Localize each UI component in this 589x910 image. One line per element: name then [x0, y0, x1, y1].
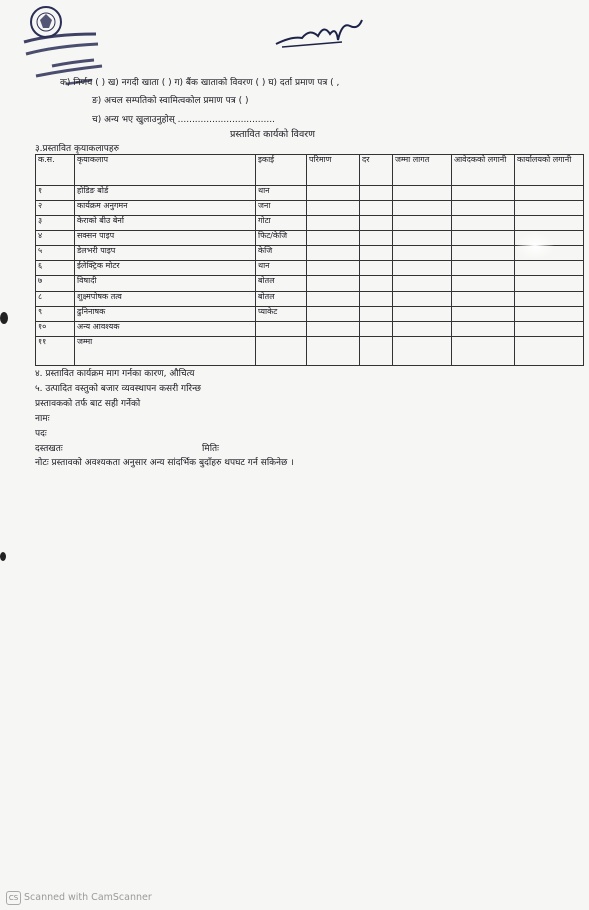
cell-activity: जम्मा: [75, 336, 256, 365]
table-row: [36, 276, 584, 291]
cell-unit: प्याकेट: [256, 306, 307, 321]
column-header-rate: दर: [360, 155, 393, 186]
column-header-unit: इकाई: [256, 155, 307, 186]
cell-sn: १: [36, 186, 75, 201]
cell-unit: थान: [256, 186, 307, 201]
cell-office-investment: [515, 186, 584, 201]
column-header-total-cost: जम्मा लागत: [393, 155, 452, 186]
cell-activity: ईलेक्ट्रिक मोटर: [75, 261, 256, 276]
column-header-quantity: परिमाण: [307, 155, 360, 186]
cell-activity: विषादी: [75, 276, 256, 291]
cell-office-investment: [515, 276, 584, 291]
cell-office-investment: [515, 336, 584, 365]
cell-office-investment: [515, 291, 584, 306]
cell-applicant-investment: [452, 201, 515, 216]
cell-quantity: [307, 336, 360, 365]
cell-unit: थान: [256, 261, 307, 276]
table-row: [36, 291, 584, 306]
cell-rate: [360, 231, 393, 246]
cell-activity: होडिङ बोर्ड: [75, 186, 256, 201]
cell-activity: शुक्ष्मपोषक तत्व: [75, 291, 256, 306]
cell-total-cost: [393, 231, 452, 246]
cell-sn: ६: [36, 261, 75, 276]
cell-activity: डेलभरी पाइप: [75, 246, 256, 261]
cell-total-cost: [393, 201, 452, 216]
cell-unit: फिट/केजि: [256, 231, 307, 246]
note-line: नोटः प्रस्तावको अवश्यकता अनुसार अन्य सांदर्भिक बुदाँहरु थपघट गर्न सकिनेछ ।: [35, 458, 294, 468]
table-row: [36, 261, 584, 276]
cell-rate: [360, 246, 393, 261]
document-options-line-2: ङ) अचल सम्पतिको स्वामित्वकोल प्रमाण पत्र ( ): [92, 96, 249, 106]
cell-applicant-investment: [452, 246, 515, 261]
signer-label: प्रस्तावकको तर्फ बाट सही गर्नेको: [35, 399, 141, 409]
cell-sn: १०: [36, 321, 75, 336]
table-row: [36, 246, 584, 261]
cell-applicant-investment: [452, 336, 515, 365]
cell-office-investment: [515, 306, 584, 321]
cell-rate: [360, 201, 393, 216]
reason-line: ४. प्रस्तावित कार्यक्रम माग गर्नका कारण, औचित्य: [35, 369, 195, 379]
cell-total-cost: [393, 246, 452, 261]
document-options-line-1: क) निर्णय ( ) ख) नगदी खाता ( ) ग) बैंक खाताको विवरण ( ) घ) दर्ता प्रमाण पत्र ( ,: [60, 78, 340, 88]
cell-sn: ९: [36, 306, 75, 321]
cell-total-cost: [393, 276, 452, 291]
document-options-line-3: च) अन्य भए खुलाउनुहोस् ..................................: [92, 115, 275, 125]
cell-unit: [256, 336, 307, 365]
table-row: [36, 231, 584, 246]
cell-total-cost: [393, 186, 452, 201]
table-row: [36, 201, 584, 216]
cell-activity: कार्यक्रम अनुगमन: [75, 201, 256, 216]
section-title: प्रस्तावित कार्यको विवरण: [230, 129, 315, 140]
cell-total-cost: [393, 261, 452, 276]
cell-activity: अन्य आवश्यक: [75, 321, 256, 336]
post-label: पदः: [35, 429, 47, 439]
cell-unit: [256, 321, 307, 336]
cell-unit: गोटा: [256, 216, 307, 231]
cell-office-investment: [515, 216, 584, 231]
cell-quantity: [307, 321, 360, 336]
cell-activity: केराको बीउ बेर्ना: [75, 216, 256, 231]
cell-applicant-investment: [452, 231, 515, 246]
cell-sn: ४: [36, 231, 75, 246]
table-row: [36, 321, 584, 336]
column-header-office-investment: कार्यालयको लगानी: [515, 155, 584, 186]
cell-quantity: [307, 261, 360, 276]
table-row: [36, 216, 584, 231]
table-row: [36, 336, 584, 365]
column-header-applicant-investment: आवेदकको लगानी: [452, 155, 515, 186]
table-header-row: [36, 155, 584, 186]
handwritten-signature: [272, 14, 367, 54]
cell-sn: ११: [36, 336, 75, 365]
watermark-text: Scanned with CamScanner: [24, 892, 152, 903]
cell-quantity: [307, 306, 360, 321]
name-label: नामः: [35, 414, 50, 424]
cell-sn: २: [36, 201, 75, 216]
cell-rate: [360, 321, 393, 336]
table-row: [36, 186, 584, 201]
cell-rate: [360, 276, 393, 291]
scan-glare: [515, 232, 555, 260]
cell-unit: बोतल: [256, 276, 307, 291]
cell-applicant-investment: [452, 261, 515, 276]
cell-activity: सक्सन पाइप: [75, 231, 256, 246]
cell-rate: [360, 216, 393, 231]
cell-total-cost: [393, 291, 452, 306]
column-header-activity: कृयाकलाप: [75, 155, 256, 186]
market-management-line: ५. उत्पादित वस्तुको बजार व्यवस्थापन कसरी गरिन्छ: [35, 384, 201, 394]
cell-unit: जना: [256, 201, 307, 216]
cell-office-investment: [515, 261, 584, 276]
date-label: मितिः: [202, 444, 219, 454]
activities-table: [35, 154, 584, 366]
cell-sn: ८: [36, 291, 75, 306]
cell-rate: [360, 186, 393, 201]
cell-applicant-investment: [452, 291, 515, 306]
cell-quantity: [307, 216, 360, 231]
cell-quantity: [307, 276, 360, 291]
cell-office-investment: [515, 321, 584, 336]
cell-sn: ७: [36, 276, 75, 291]
cell-applicant-investment: [452, 321, 515, 336]
table-row: [36, 306, 584, 321]
cell-rate: [360, 306, 393, 321]
cell-quantity: [307, 201, 360, 216]
cell-total-cost: [393, 321, 452, 336]
cell-quantity: [307, 186, 360, 201]
table-title: ३.प्रस्तावित कृयाकलापहरु: [35, 144, 120, 154]
cell-total-cost: [393, 306, 452, 321]
punch-hole: [0, 312, 8, 324]
cell-office-investment: [515, 201, 584, 216]
camscanner-watermark: [6, 891, 152, 905]
cell-quantity: [307, 231, 360, 246]
punch-hole: [0, 552, 6, 561]
cell-applicant-investment: [452, 306, 515, 321]
cell-quantity: [307, 246, 360, 261]
cell-unit: बोतल: [256, 291, 307, 306]
cell-quantity: [307, 291, 360, 306]
cell-rate: [360, 336, 393, 365]
cell-sn: ५: [36, 246, 75, 261]
cell-applicant-investment: [452, 216, 515, 231]
signature-label: दस्तखतः: [35, 444, 63, 454]
cell-rate: [360, 291, 393, 306]
cell-unit: केजि: [256, 246, 307, 261]
camscanner-logo-icon: CS: [6, 891, 21, 905]
table-body: [36, 186, 584, 366]
cell-activity: ढुनिनाषक: [75, 306, 256, 321]
column-header-sn: क.स.: [36, 155, 75, 186]
cell-applicant-investment: [452, 186, 515, 201]
cell-applicant-investment: [452, 276, 515, 291]
cell-total-cost: [393, 216, 452, 231]
cell-total-cost: [393, 336, 452, 365]
cell-rate: [360, 261, 393, 276]
cell-sn: ३: [36, 216, 75, 231]
